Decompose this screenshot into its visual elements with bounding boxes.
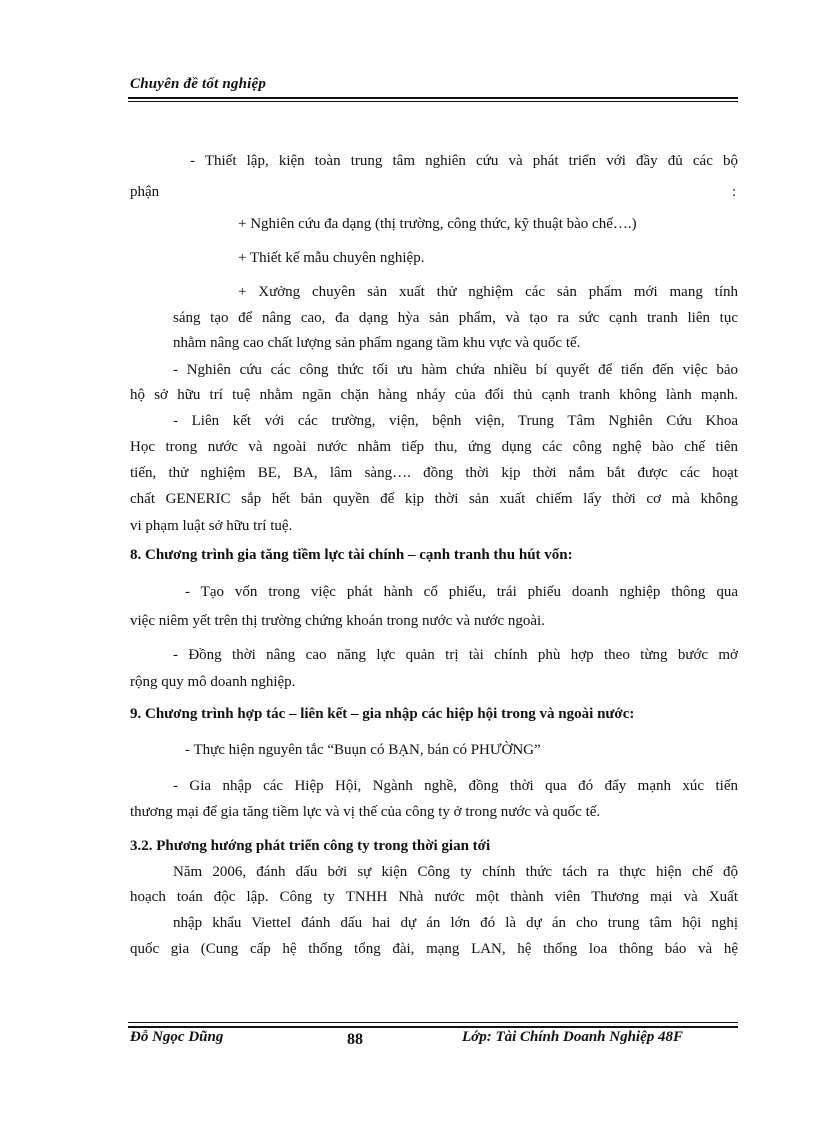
text-line: tiến, thử nghiệm BE, BA, lâm sàng…. đồng thời kịp thời nắm bắt được các hoạt — [130, 465, 738, 481]
text-line: Học trong nước và ngoài nước nhằm tiếp thu, ứng dụng các công nghệ bào chế tiên — [130, 439, 738, 455]
header-rule-thick — [128, 97, 738, 99]
text-line: nhập khẩu Viettel đánh dấu hai dự án lớn đó là dự án cho trung tâm hội nghị — [173, 915, 738, 931]
text-line: - Gia nhập các Hiệp Hội, Ngành nghề, đồng thời qua đó đẩy mạnh xúc tiến — [173, 778, 738, 794]
text-line: thương mại để gia tăng tiềm lực và vị thế của công ty ở trong nước và quốc tế. — [130, 804, 601, 820]
text-line: + Nghiên cứu đa dạng (thị trường, công thức, kỹ thuật bào chế….) — [238, 216, 637, 232]
text-line: - Tạo vốn trong việc phát hành cổ phiếu, trái phiếu doanh nghiệp thông qua — [185, 584, 738, 600]
text-line: : — [732, 184, 737, 200]
text-line: - Thiết lập, kiện toàn trung tâm nghiên cứu và phát triển với đầy đủ các bộ — [190, 153, 738, 169]
text-line: + Thiết kế mẫu chuyên nghiệp. — [238, 250, 425, 266]
text-line: - Nghiên cứu các công thức tối ưu hàm chứa nhiều bí quyết để tiến đến việc bảo — [173, 362, 738, 378]
footer-author: Đỗ Ngọc Dũng — [130, 1029, 224, 1045]
text-line: quốc gia (Cung cấp hệ thống tổng đài, mạng LAN, hệ thống loa thông báo và hệ — [130, 941, 738, 957]
text-line: hộ sở hữu trí tuệ nhằm ngăn chặn hàng nháy của đối thủ cạnh tranh không lành mạnh. — [130, 387, 738, 403]
section-heading: 3.2. Phương hướng phát triển công ty trong thời gian tới — [130, 838, 491, 854]
text-line: vi phạm luật sở hữu trí tuệ. — [130, 518, 293, 534]
text-line: Năm 2006, đánh dấu bởi sự kiện Công ty chính thức tách ra thực hiện chế độ — [173, 864, 738, 880]
text-line: sáng tạo để nâng cao, đa dạng hỳa sản phẩm, và tạo ra sức cạnh tranh liên tục — [173, 310, 738, 326]
text-line: nhằm nâng cao chất lượng sản phẩm ngang tầm khu vực và quốc tế. — [173, 335, 581, 351]
footer-rule-thin — [128, 1022, 738, 1023]
footer-rule-thick — [128, 1026, 738, 1028]
text-line: - Liên kết với các trường, viện, bệnh viện, Trung Tâm Nghiên Cứu Khoa — [173, 413, 738, 429]
section-heading: 8. Chương trình gia tăng tiềm lực tài chính – cạnh tranh thu hút vốn: — [130, 547, 573, 563]
text-line: - Thực hiện nguyên tắc “Buụn có BẠN, bán có PHƯỜNG” — [185, 742, 541, 758]
page-number: 88 — [347, 1031, 363, 1048]
footer-class: Lớp: Tài Chính Doanh Nghiệp 48F — [462, 1029, 684, 1045]
section-heading: 9. Chương trình hợp tác – liên kết – gia nhập các hiệp hội trong và ngoài nước: — [130, 706, 635, 722]
header-rule-thin — [128, 101, 738, 102]
header-title: Chuyên đề tốt nghiệp — [130, 76, 267, 92]
text-line: - Đồng thời nâng cao năng lực quản trị tài chính phù hợp theo từng bước mở — [173, 647, 738, 663]
text-line: rộng quy mô doanh nghiệp. — [130, 674, 296, 690]
text-line: + Xưởng chuyên sản xuất thử nghiệm các sản phẩm mới mang tính — [238, 284, 738, 300]
text-line: phận — [130, 184, 160, 200]
text-line: chất GENERIC sắp hết bản quyền để kịp thời sản xuất chiếm lấy thời cơ mà không — [130, 491, 738, 507]
text-line: hoạch toán độc lập. Công ty TNHH Nhà nước một thành viên Thương mại và Xuất — [130, 889, 738, 905]
text-line: việc niêm yết trên thị trường chứng khoán trong nước và nước ngoài. — [130, 613, 545, 629]
